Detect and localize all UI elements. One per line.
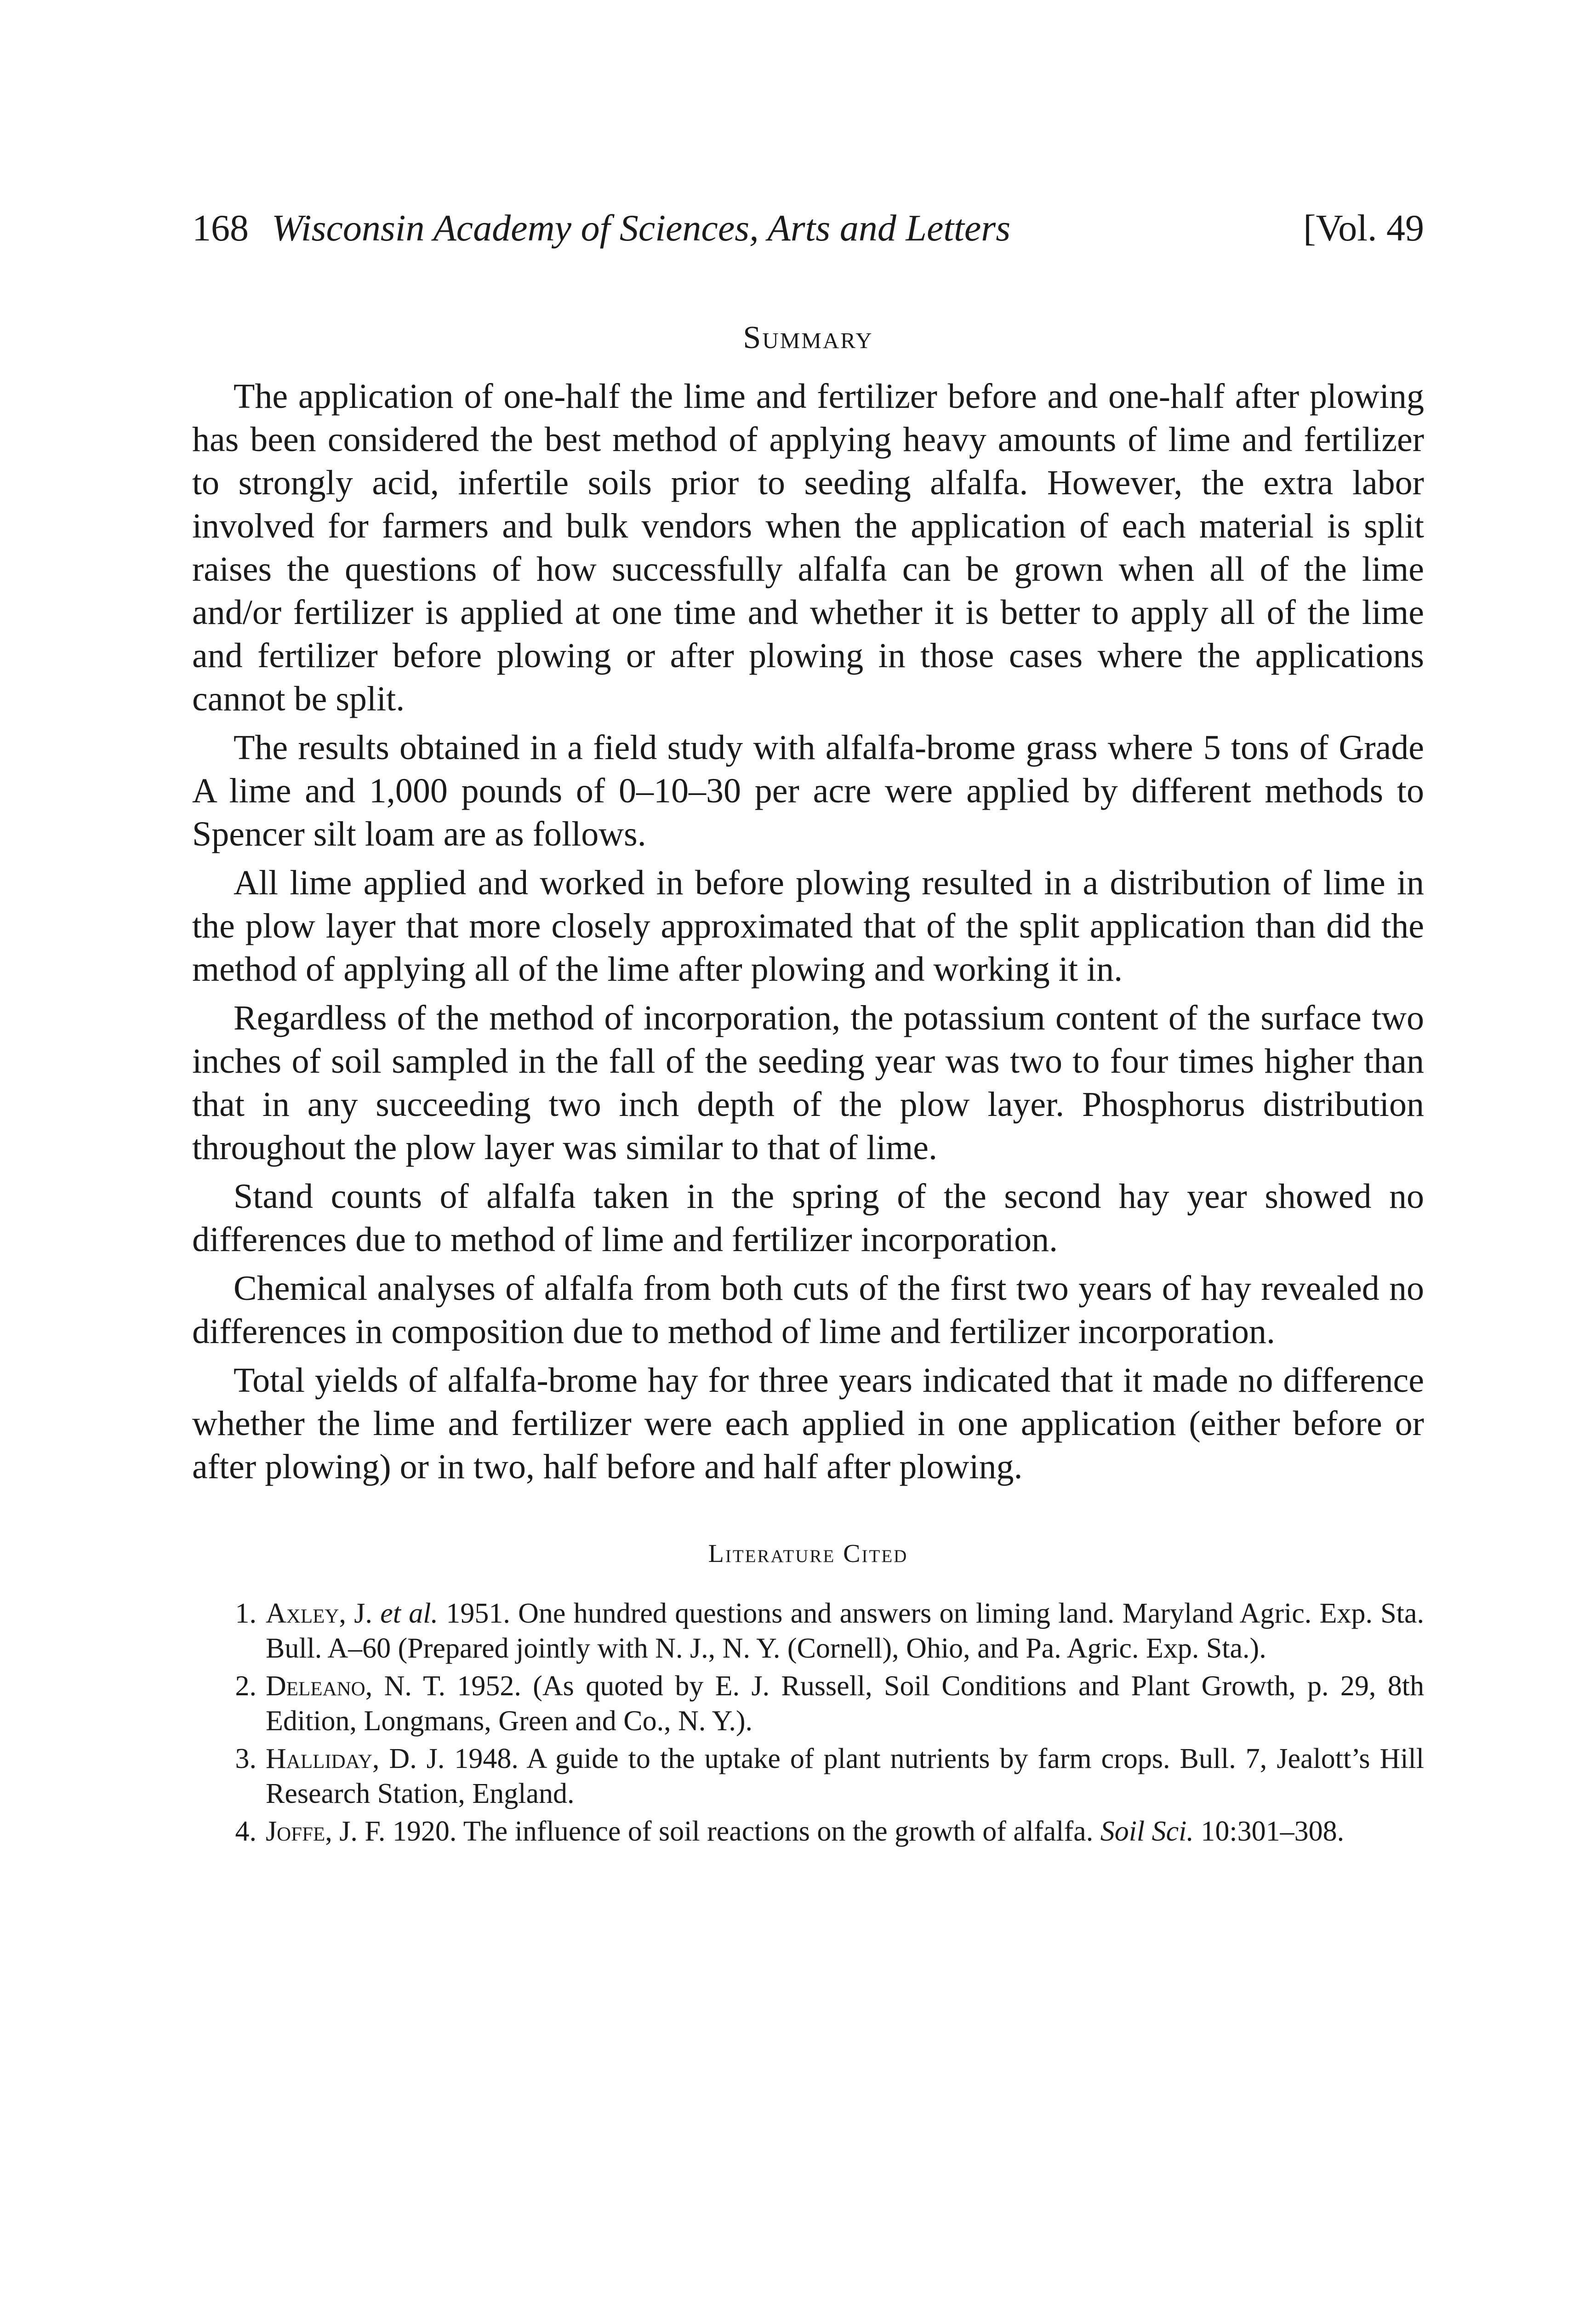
- summary-heading: Summary: [743, 320, 873, 355]
- reference-body: 1952. (As quoted by E. J. Russell, Soil Conditions and Plant Growth, p. 29, 8th Edition, Longmans, Green and Co., N. Y.).: [266, 1670, 1424, 1737]
- reference-number: 3.: [235, 1743, 256, 1774]
- summary-paragraph: Regardless of the method of incorporation, the potassium content of the surface two inches of soil sampled in the fall of the seeding year was two to four times higher than that in any succeeding two inch depth of the plow layer. Phosphorus distribution throughout the plow layer was similar to that of lime.: [192, 999, 1424, 1167]
- reference-number: 4.: [235, 1816, 256, 1847]
- reference-item: [192, 1596, 1424, 1666]
- summary-paragraph: Total yields of alfalfa-brome hay for three years indicated that it made no difference whether the lime and fertilizer were each applied in one application (either before or after plowing) or in two, half before and half after plowing.: [192, 1361, 1424, 1486]
- journal-title: Wisconsin Academy of Sciences, Arts and Letters: [272, 207, 1011, 249]
- reference-number: 2.: [235, 1670, 256, 1702]
- reference-number: 1.: [235, 1598, 256, 1629]
- page-number: 168: [192, 207, 249, 249]
- reference-author: Deleano, N. T.: [266, 1670, 445, 1702]
- reference-etal: et al.: [380, 1598, 438, 1629]
- summary-paragraph: The application of one-half the lime and fertilizer before and one-half after plowing has been considered the best method of applying heavy amounts of lime and fertilizer to strongly acid, infertile soils prior to seeding alfalfa. However, the extra labor involved for farmers and bulk vendors when the application of each material is split raises the questions of how successfully alfalfa can be grown when all of the lime and/or fertilizer is applied at one time and whether it is better to apply all of the lime and fertilizer before plowing or after plowing in those cases where the applications cannot be split.: [192, 377, 1424, 718]
- reference-item: [192, 1814, 1424, 1849]
- reference-text: [266, 1669, 1424, 1739]
- reference-body: 1948. A guide to the uptake of plant nutrients by farm crops. Bull. 7, Jealott’s Hill Research Station, England.: [266, 1743, 1425, 1809]
- reference-text: [266, 1596, 1424, 1666]
- reference-author: Axley, J.: [266, 1598, 372, 1629]
- reference-citation: 10:301–308.: [1201, 1816, 1345, 1847]
- literature-heading: Literature Cited: [708, 1539, 908, 1568]
- running-head: [192, 209, 1424, 260]
- volume-label: [Vol. 49: [1303, 207, 1424, 249]
- reference-author: Halliday, D. J.: [266, 1743, 445, 1774]
- reference-text: [266, 1741, 1424, 1811]
- summary-paragraph: Chemical analyses of alfalfa from both cuts of the first two years of hay revealed no differences in composition due to method of lime and fertilizer incorporation.: [192, 1269, 1424, 1351]
- summary-paragraph: Stand counts of alfalfa taken in the spring of the second hay year showed no differences due to method of lime and fertilizer incorporation.: [192, 1177, 1424, 1259]
- summary-body: [192, 375, 1424, 1488]
- summary-paragraph: The results obtained in a field study with alfalfa-brome grass where 5 tons of Grade A lime and 1,000 pounds of 0–10–30 per acre were applied by different methods to Spencer silt loam are as follows.: [192, 728, 1424, 853]
- reference-journal: Soil Sci.: [1100, 1816, 1194, 1847]
- page: [192, 209, 1424, 1852]
- reference-item: [192, 1741, 1424, 1811]
- summary-paragraph: All lime applied and worked in before plowing resulted in a distribution of lime in the plow layer that more closely approximated that of the split application than did the method of applying all of the lime after plowing and working it in.: [192, 864, 1424, 989]
- reference-text: [266, 1814, 1424, 1849]
- reference-item: [192, 1669, 1424, 1739]
- reference-list: [192, 1596, 1424, 1849]
- reference-author: Joffe, J. F.: [266, 1816, 386, 1847]
- reference-body: 1951. One hundred questions and answers on liming land. Maryland Agric. Exp. Sta. Bull. A–60 (Prepared jointly with N. J., N. Y. (Cornell), Ohio, and Pa. Agric. Exp. Sta.).: [266, 1598, 1425, 1664]
- reference-body: 1920. The influence of soil reactions on the growth of alfalfa.: [392, 1816, 1094, 1847]
